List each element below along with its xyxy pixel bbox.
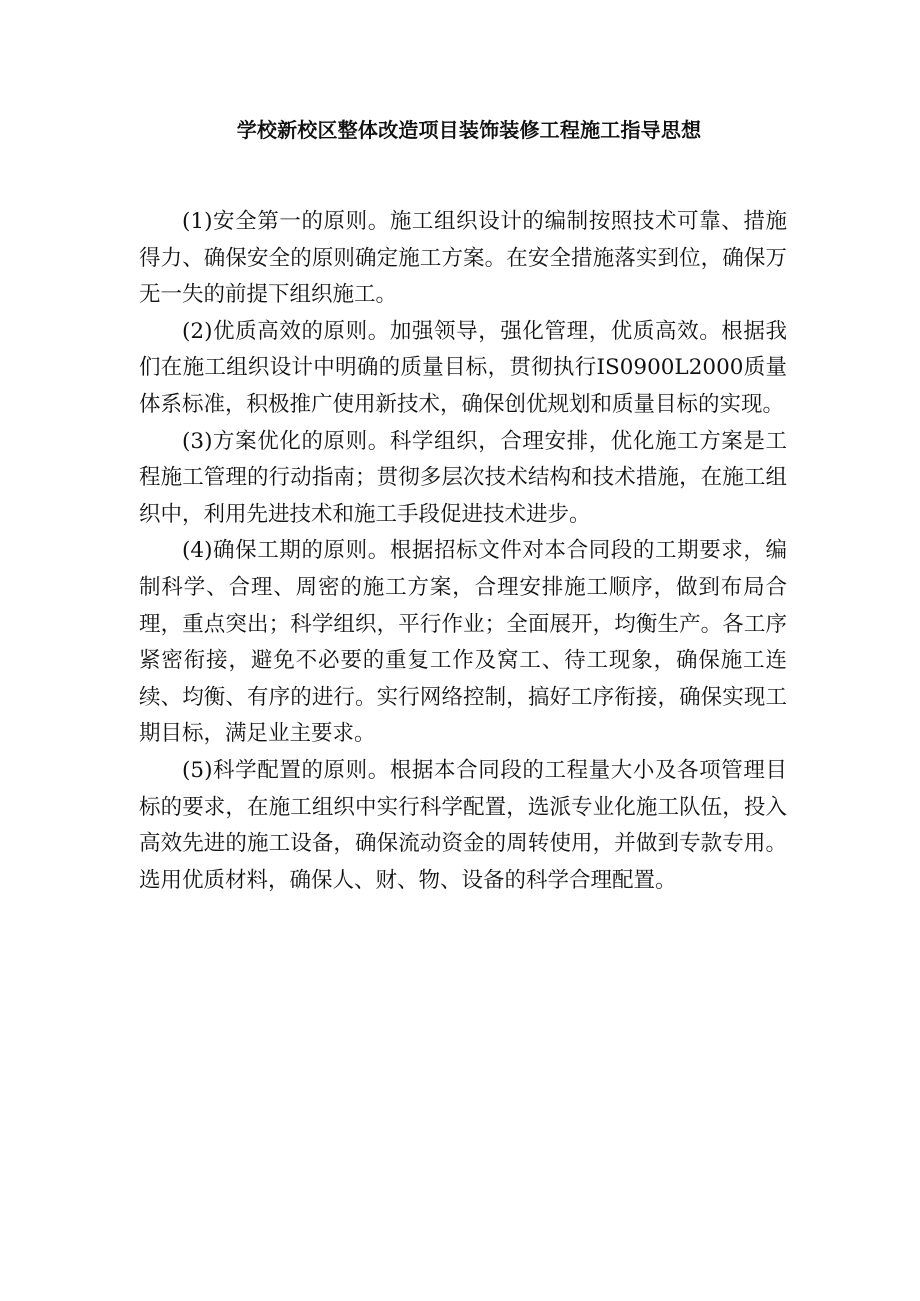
document-title: 学校新校区整体改造项目装饰装修工程施工指导思想 — [236, 118, 702, 142]
paragraph-plan-optimization: (3)方案优化的原则。科学组织，合理安排，优化施工方案是工程施工管理的行动指南；贯彻多层次技术结构和技术措施，在施工组织中，利用先进技术和施工手段促进技术进步。 — [139, 428, 787, 527]
document-body — [139, 204, 787, 899]
paragraph-quality-efficiency: (2)优质高效的原则。加强领导，强化管理，优质高效。根据我们在施工组织设计中明确的质量目标，贯彻执行IS0900L2000质量体系标准，积极推广使用新技术，确保创优规划和质量目标的实现。 — [139, 318, 787, 417]
paragraph-safety-first: (1)安全第一的原则。施工组织设计的编制按照技术可靠、措施得力、确保安全的原则确定施工方案。在安全措施落实到位，确保万无一失的前提下组织施工。 — [139, 209, 787, 308]
paragraph-scientific-allocation: (5)科学配置的原则。根据本合同段的工程量大小及各项管理目标的要求，在施工组织中实行科学配置，选派专业化施工队伍，投入高效先进的施工设备，确保流动资金的周转使用，并做到专款专用。选用优质材料，确保人、财、物、设备的科学合理配置。 — [139, 757, 787, 893]
paragraph-schedule-assurance: (4)确保工期的原则。根据招标文件对本合同段的工期要求，编制科学、合理、周密的施工方案，合理安排施工顺序，做到布局合理，重点突出；科学组织，平行作业；全面展开，均衡生产。各工序紧密衔接，避免不必要的重复工作及窝工、待工现象，确保施工连续、均衡、有序的进行。实行网络控制，搞好工序衔接，确保实现工期目标，满足业主要求。 — [139, 538, 787, 747]
